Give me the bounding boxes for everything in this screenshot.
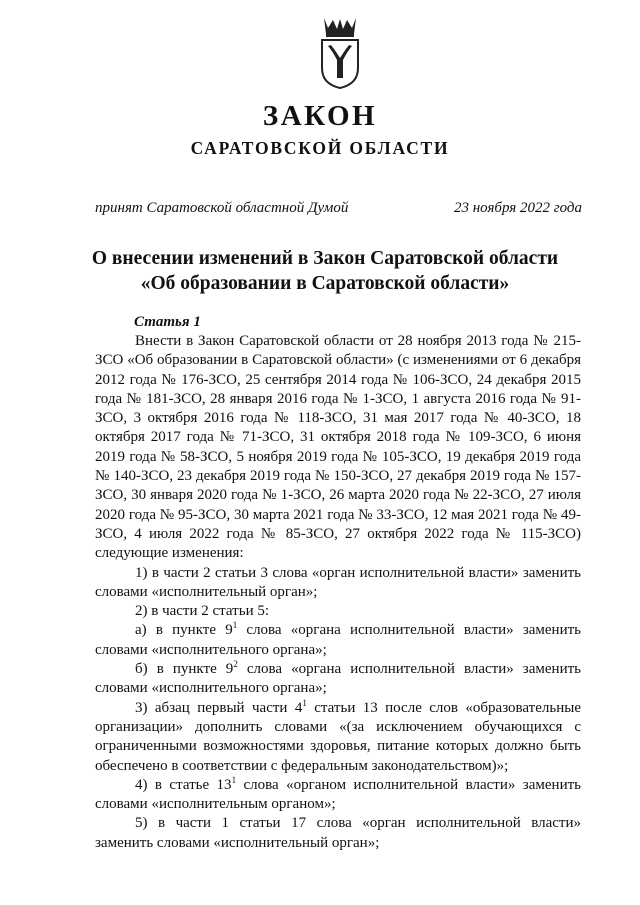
adopted-by: принят Саратовской областной Думой xyxy=(95,200,349,216)
item-3 xyxy=(95,699,581,776)
article-heading: Статья 1 xyxy=(134,314,201,330)
item-1: 1) в части 2 статьи 3 слова «орган исполнительной власти» заменить словами «исполнительный орган»; xyxy=(95,564,581,600)
item-4 xyxy=(95,776,581,815)
item-2b-text: б) в пункте 9 xyxy=(135,661,234,678)
superscript: 2 xyxy=(233,659,238,670)
saratov-coat-of-arms-icon xyxy=(319,16,361,90)
item-2a-text: а) в пункте 9 xyxy=(135,622,233,639)
item-3-text: 3) абзац первый части 4 xyxy=(135,699,303,716)
item-4-rest: слова «органом исполнительной власти» заменить словами «исполнительным органом»; xyxy=(95,776,581,813)
superscript: 1 xyxy=(232,620,238,631)
item-2b xyxy=(95,660,581,699)
article-body xyxy=(95,332,581,853)
document-title-line2: «Об образовании в Саратовской области» xyxy=(140,273,510,294)
item-2a xyxy=(95,621,581,660)
item-5: 5) в части 1 статьи 17 слова «орган исполнительной власти» заменить словами «исполнительный орган»; xyxy=(95,815,581,851)
item-3-rest: статьи 13 после слов «образовательные организации» дополнить словами «(за исключением обучающихся с ограниченными возможностями здоровья, питание которых должно быть обеспечено в соответствии с федеральным законодательством)»; xyxy=(95,699,581,774)
document-title xyxy=(60,246,590,296)
item-4-text: 4) в статье 13 xyxy=(135,776,232,793)
superscript: 1 xyxy=(302,697,307,708)
item-2: 2) в части 2 статьи 5: xyxy=(135,603,270,620)
item-2a-rest: слова «органа исполнительной власти» заменить словами «исполнительного органа»; xyxy=(95,622,581,658)
superscript: 1 xyxy=(231,774,237,785)
article-intro: Внести в Закон Саратовской области от 28 ноября 2013 года № 215-ЗСО «Об образовании в Саратовской области» (с изменениями от 6 декабря 2012 года № 176-ЗСО, 25 сентября 2014 года № 106-ЗСО, 24 декабря 2015 года № 181-ЗСО, 28 января 2016 года № 1-ЗСО, 1 августа 2016 года № 91-ЗСО, 3 октября 2016 года № 118-ЗСО, 31 мая 2017 года № 40-ЗСО, 18 октября 2017 года № 71-ЗСО, 31 октября 2018 года № 109-ЗСО, 6 июня 2019 года № 58-ЗСО, 5 ноября 2019 года № 105-ЗСО, 19 декабря 2019 года № 140-ЗСО, 23 декабря 2019 года № 150-ЗСО, 27 декабря 2019 года № 157-ЗСО, 30 января 2020 года № 1-ЗСО, 26 марта 2020 года № 22-ЗСО, 27 июля 2020 года № 95-ЗСО, 30 марта 2021 года № 33-ЗСО, 12 мая 2021 года № 49-ЗСО, 4 июля 2022 года № 85-ЗСО, 27 октября 2022 года № 115-ЗСО) следующие изменения: xyxy=(95,333,581,562)
item-2b-rest: слова «органа исполнительной власти» заменить словами «исполнительного органа»; xyxy=(95,661,581,697)
adoption-date: 23 ноября 2022 года xyxy=(453,200,582,216)
law-region: САРАТОВСКОЙ ОБЛАСТИ xyxy=(190,138,450,158)
document-title-line1: О внесении изменений в Закон Саратовской области xyxy=(91,248,559,269)
law-title: ЗАКОН xyxy=(262,100,378,132)
